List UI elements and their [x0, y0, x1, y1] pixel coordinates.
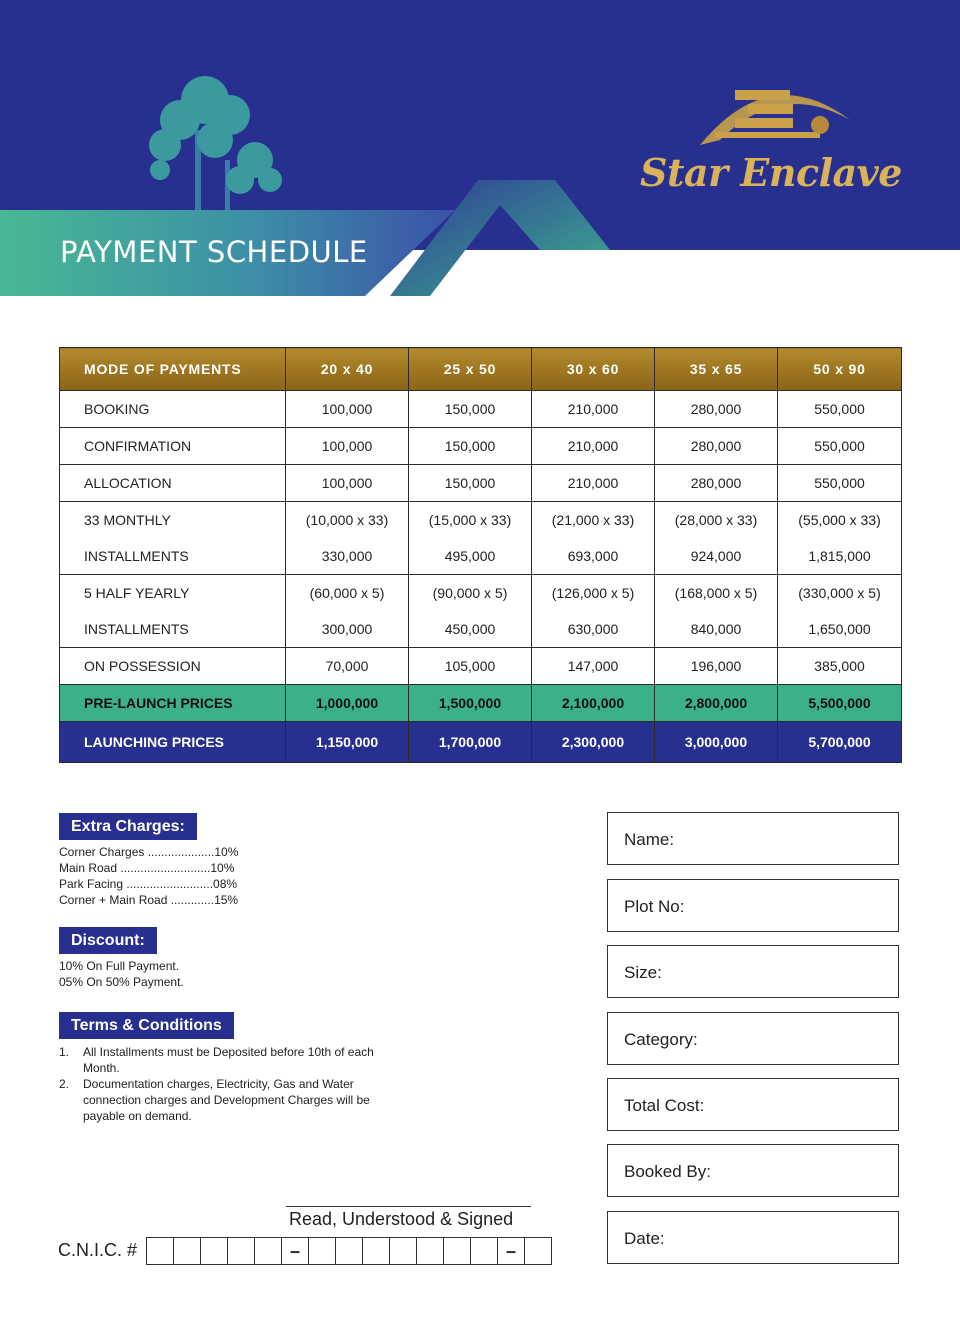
row-label-line: INSTALLMENTS	[84, 548, 189, 564]
total: 495,000	[444, 548, 496, 564]
table-cell: 2,100,000	[532, 685, 655, 722]
list-item: Corner + Main Road .............15%	[59, 893, 239, 907]
table-cell: 196,000	[655, 648, 778, 685]
row-label	[60, 575, 286, 648]
table-cell: 550,000	[778, 465, 902, 502]
row-label	[60, 502, 286, 575]
cnic-digit-box[interactable]	[389, 1237, 417, 1265]
table-row-allocation	[60, 465, 902, 502]
table-cell: 1,500,000	[409, 685, 532, 722]
cnic-label: C.N.I.C. #	[58, 1240, 138, 1260]
formula: (60,000 x 5)	[309, 585, 385, 601]
table-row-monthly	[60, 502, 902, 575]
list-item: Park Facing ..........................08%	[59, 877, 238, 891]
table-row-half-yearly	[60, 575, 902, 648]
terms-list	[59, 1044, 379, 1124]
list-item: Main Road ...........................10%	[59, 861, 235, 875]
plot-no-field[interactable]: Plot No:	[607, 879, 899, 932]
formula: (55,000 x 33)	[798, 512, 881, 528]
payment-table	[59, 347, 902, 763]
total: 330,000	[321, 548, 373, 564]
total: 693,000	[567, 548, 619, 564]
total: 924,000	[690, 548, 742, 564]
table-cell: 150,000	[409, 428, 532, 465]
total: 840,000	[690, 621, 742, 637]
cnic-digit-box[interactable]	[146, 1237, 174, 1265]
size-field[interactable]: Size:	[607, 945, 899, 998]
formula: (90,000 x 5)	[432, 585, 508, 601]
header-banner	[0, 0, 960, 300]
table-cell: 150,000	[409, 391, 532, 428]
item-text: All Installments must be Deposited before 10th of each Month.	[83, 1045, 374, 1075]
table-row-pre-launch	[60, 685, 902, 722]
table-cell: 5,700,000	[778, 722, 902, 763]
discount-title: Discount:	[59, 927, 157, 954]
item-text: Documentation charges, Electricity, Gas and Water connection charges and Development Charges will be payable on demand.	[83, 1077, 370, 1123]
cnic-digit-box[interactable]	[308, 1237, 336, 1265]
cnic-dash: –	[281, 1237, 309, 1265]
table-cell	[532, 502, 655, 575]
table-header-row	[60, 348, 902, 391]
cnic-digit-box[interactable]	[227, 1237, 255, 1265]
row-label: ON POSSESSION	[60, 648, 286, 685]
table-cell	[532, 575, 655, 648]
cnic-digit-box[interactable]	[173, 1237, 201, 1265]
formula: (126,000 x 5)	[551, 585, 635, 601]
list-item: 10% On Full Payment.	[59, 959, 180, 973]
total: 1,815,000	[808, 548, 871, 564]
cnic-digit-box[interactable]	[200, 1237, 228, 1265]
formula: (15,000 x 33)	[428, 512, 512, 528]
list-item	[59, 1076, 379, 1124]
table-cell: 70,000	[286, 648, 409, 685]
table-cell: 280,000	[655, 428, 778, 465]
brand-name: Star Enclave	[640, 150, 902, 195]
column-header: 50 x 90	[778, 348, 902, 391]
formula: (21,000 x 33)	[551, 512, 635, 528]
total: 450,000	[444, 621, 496, 637]
table-cell: 100,000	[286, 391, 409, 428]
table-cell	[409, 575, 532, 648]
total: 300,000	[321, 621, 373, 637]
table-cell: 210,000	[532, 428, 655, 465]
cnic-dash: –	[497, 1237, 525, 1265]
cnic-digit-box[interactable]	[254, 1237, 282, 1265]
formula: (28,000 x 33)	[674, 512, 758, 528]
row-label: BOOKING	[60, 391, 286, 428]
column-header: 20 x 40	[286, 348, 409, 391]
formula: (168,000 x 5)	[674, 585, 758, 601]
terms-title: Terms & Conditions	[59, 1012, 234, 1039]
column-header: 25 x 50	[409, 348, 532, 391]
cnic-digit-box[interactable]	[443, 1237, 471, 1265]
total-cost-field[interactable]: Total Cost:	[607, 1078, 899, 1131]
column-header: 30 x 60	[532, 348, 655, 391]
table-cell	[655, 575, 778, 648]
table-cell: 2,300,000	[532, 722, 655, 763]
extra-charges-title: Extra Charges:	[59, 813, 197, 840]
cnic-digit-box[interactable]	[335, 1237, 363, 1265]
table-cell: 2,800,000	[655, 685, 778, 722]
list-item: Corner Charges ....................10%	[59, 845, 239, 859]
page-title: PAYMENT SCHEDULE	[60, 235, 368, 269]
table-cell: 150,000	[409, 465, 532, 502]
table-cell: 5,500,000	[778, 685, 902, 722]
table-cell	[286, 502, 409, 575]
row-label-line: 33 MONTHLY	[84, 512, 171, 528]
item-number: 2.	[59, 1077, 70, 1091]
table-cell: 210,000	[532, 391, 655, 428]
booked-by-field[interactable]: Booked By:	[607, 1144, 899, 1197]
table-row-confirmation	[60, 428, 902, 465]
column-header: MODE OF PAYMENTS	[60, 348, 286, 391]
category-field[interactable]: Category:	[607, 1012, 899, 1065]
name-field[interactable]: Name:	[607, 812, 899, 865]
row-label: PRE-LAUNCH PRICES	[60, 685, 286, 722]
total: 630,000	[567, 621, 619, 637]
extra-charges-list	[59, 844, 238, 908]
total: 1,650,000	[808, 621, 871, 637]
table-cell: 1,000,000	[286, 685, 409, 722]
column-header: 35 x 65	[655, 348, 778, 391]
signature-label: Read, Understood & Signed	[289, 1209, 514, 1229]
cnic-input[interactable]	[147, 1237, 552, 1265]
row-label: CONFIRMATION	[60, 428, 286, 465]
row-label-line: 5 HALF YEARLY	[84, 585, 190, 601]
table-row-launching	[60, 722, 902, 763]
row-label: ALLOCATION	[60, 465, 286, 502]
cnic-digit-box[interactable]	[470, 1237, 498, 1265]
list-item: 05% On 50% Payment.	[59, 975, 184, 989]
table-cell: 385,000	[778, 648, 902, 685]
item-number: 1.	[59, 1045, 70, 1059]
cnic-digit-box[interactable]	[524, 1237, 552, 1265]
table-cell: 210,000	[532, 465, 655, 502]
table-cell	[286, 575, 409, 648]
row-label: LAUNCHING PRICES	[60, 722, 286, 763]
table-cell: 550,000	[778, 428, 902, 465]
cnic-digit-box[interactable]	[362, 1237, 390, 1265]
table-cell: 280,000	[655, 391, 778, 428]
table-cell: 100,000	[286, 465, 409, 502]
table-cell: 147,000	[532, 648, 655, 685]
row-label-line: INSTALLMENTS	[84, 621, 189, 637]
table-cell	[778, 575, 902, 648]
formula: (330,000 x 5)	[798, 585, 881, 601]
list-item	[59, 1044, 379, 1076]
cnic-digit-box[interactable]	[416, 1237, 444, 1265]
formula: (10,000 x 33)	[305, 512, 389, 528]
table-cell: 3,000,000	[655, 722, 778, 763]
table-cell: 105,000	[409, 648, 532, 685]
table-row-booking	[60, 391, 902, 428]
table-cell	[409, 502, 532, 575]
table-cell: 280,000	[655, 465, 778, 502]
table-row-possession	[60, 648, 902, 685]
date-field[interactable]: Date:	[607, 1211, 899, 1264]
discount-list	[59, 958, 184, 990]
table-cell	[655, 502, 778, 575]
table-cell	[778, 502, 902, 575]
table-cell: 550,000	[778, 391, 902, 428]
table-cell: 1,150,000	[286, 722, 409, 763]
signature-line[interactable]	[286, 1206, 531, 1207]
table-cell: 1,700,000	[409, 722, 532, 763]
table-cell: 100,000	[286, 428, 409, 465]
